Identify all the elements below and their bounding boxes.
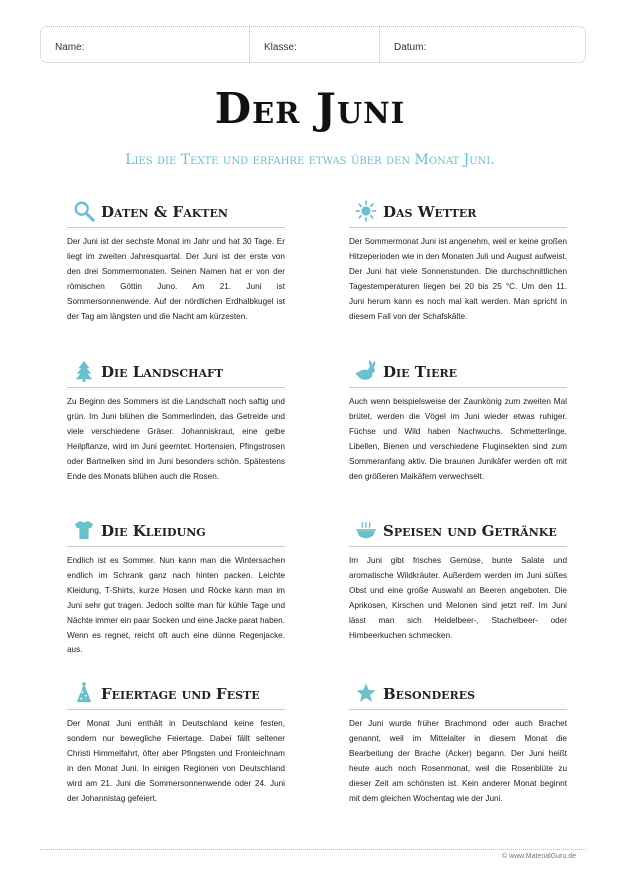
section-text: Der Juni ist der sechste Monat im Jahr und hat 30 Tage. Er liegt im zweiten Jahresquartal. Der Juni ist der erste von den drei Sommermonaten. Seinen Namen hat er von der römischen Göttin Juno. Am 21. Juni ist Sommersonnenwende. Auf der nördlichen Erdhalbkugel ist der Tag am längsten und die Nacht am kürzesten.: [67, 237, 285, 321]
name-label: Name:: [55, 42, 85, 53]
section-title: Speisen und Getränke: [383, 522, 557, 540]
magnifier-icon: [73, 200, 95, 222]
section-header: [349, 680, 567, 710]
page-title: Der Juni: [214, 84, 406, 133]
section-tiere: [349, 358, 567, 484]
section-title: Die Landschaft: [101, 363, 224, 381]
name-field[interactable]: [41, 27, 249, 62]
class-label: Klasse:: [264, 42, 297, 53]
section-wetter: [349, 198, 567, 324]
section-text: Auch wenn beispielsweise der Zaunkönig zum zweiten Mal brütet, werden die Vögel im Juni wieder etwas ruhiger. Füchse und Wild haben Nachwuchs. Schmetterlinge, Libellen, Bienen und verschiedene Fluginsekten sind zum Sommeranfang aktiv. Die braunen Junikäfer werden oft mit den größeren Maikäfern verwechselt.: [349, 397, 567, 481]
section-daten-fakten: [67, 198, 285, 324]
date-field[interactable]: [379, 27, 585, 62]
tshirt-icon: [73, 519, 95, 541]
date-label: Datum:: [394, 42, 427, 53]
section-text: Im Juni gibt frisches Gemüse, bunte Salate und aromatische Wildkräuter. Außerdem werden im Juni süßes Obst und eine große Auswahl an Beeren angeboten. Die Aprikosen, Kirschen und Melonen sind jetzt reif. Im Juni lässt man sich Heidelbeer-, Stachelbeer- oder Himbeerkuchen schmecken.: [349, 556, 567, 640]
section-header: [67, 198, 285, 228]
section-text: Der Juni wurde früher Brachmond oder auch Brachet genannt, weil im Mittelalter in diesem Monat die Bearbeitung der Brache (Acker) begann. Der Juni heißt heute auch noch Rosenmonat, weil die Rosenblüte zu dieser Zeit am schönsten ist. Kein anderer Monat beginnt mit dem gleichen Wochentag wie der Juni.: [349, 719, 567, 803]
section-feiertage: [67, 680, 285, 806]
food-plate-icon: [355, 519, 377, 541]
section-title: Die Kleidung: [101, 522, 206, 540]
section-kleidung: [67, 517, 285, 658]
section-header: [67, 517, 285, 547]
section-besonderes: [349, 680, 567, 806]
section-landschaft: [67, 358, 285, 484]
section-header: [349, 198, 567, 228]
star-icon: [355, 682, 377, 704]
section-speisen: [349, 517, 567, 643]
section-title: Die Tiere: [383, 363, 457, 381]
party-hat-icon: [73, 682, 95, 704]
section-title: Feiertage und Feste: [101, 685, 260, 703]
section-title: Daten & Fakten: [101, 203, 228, 221]
section-header: [349, 358, 567, 388]
section-header: [67, 358, 285, 388]
student-info-header: [40, 26, 586, 63]
tree-icon: [73, 360, 95, 382]
sun-icon: [355, 200, 377, 222]
section-text: Zu Beginn des Sommers ist die Landschaft noch saftig und grün. Im Juni blühen die Sommerlinden, das Getreide und viele verschiedene Gräser. Johanniskraut, eine gelbe Heilpflanze, wird im Juni geerntet. Hortensien, Pfingstrosen oder Bartnelken sind im Juni besonders schön. Spätestens Ende des Monats blühen auch die Rosen.: [67, 397, 285, 481]
section-header: [67, 680, 285, 710]
section-header: [349, 517, 567, 547]
footer-copyright: © www.MaterialGuru.de: [501, 853, 576, 860]
section-text: Endlich ist es Sommer. Nun kann man die Wintersachen endlich im Schrank ganz nach hinten packen. Leichte Kleidung, T-Shirts, kurze Hosen und Röcke kann man im Juni sehr gut tragen. Jedoch sollte man für kühle Tage und Nächte immer ein paar Socken und eine Jacke parat haben. Wenn es regnet, reicht oft auch eine dünne Regenjacke. aus.: [67, 556, 286, 655]
rabbit-icon: [355, 360, 377, 382]
section-text: Der Sommermonat Juni ist angenehm, weil er keine großen Hitzeperioden wie in den Monaten Juli und August aufweist. Der Juni hat viele Sonnenstunden. Die durchschnittlichen Tagestemperaturen liegen bei 20 bis 25 °C. Um den 11. Juni herum kann es noch mal kalt werden. Man spricht in diesem Fall von der Schafskälte.: [349, 237, 567, 321]
section-title: Das Wetter: [383, 203, 477, 221]
class-field[interactable]: [249, 27, 379, 62]
page-subtitle: Lies die Texte und erfahre etwas über den Monat Juni.: [125, 152, 495, 168]
section-title: Besonderes: [383, 685, 476, 703]
section-text: Der Monat Juni enthält in Deutschland keine festen, sondern nur bewegliche Feiertage. Dabei fällt seltener Christi Himmelfahrt, öfter aber Pfingsten und Fronleichnam in den Monat Juni. In einigen Regionen von Deutschland wird am 21. Juni die Sommersonnenwende oder 24. Juni der Johannistag gefeiert.: [67, 719, 285, 803]
footer-divider: [40, 849, 586, 850]
